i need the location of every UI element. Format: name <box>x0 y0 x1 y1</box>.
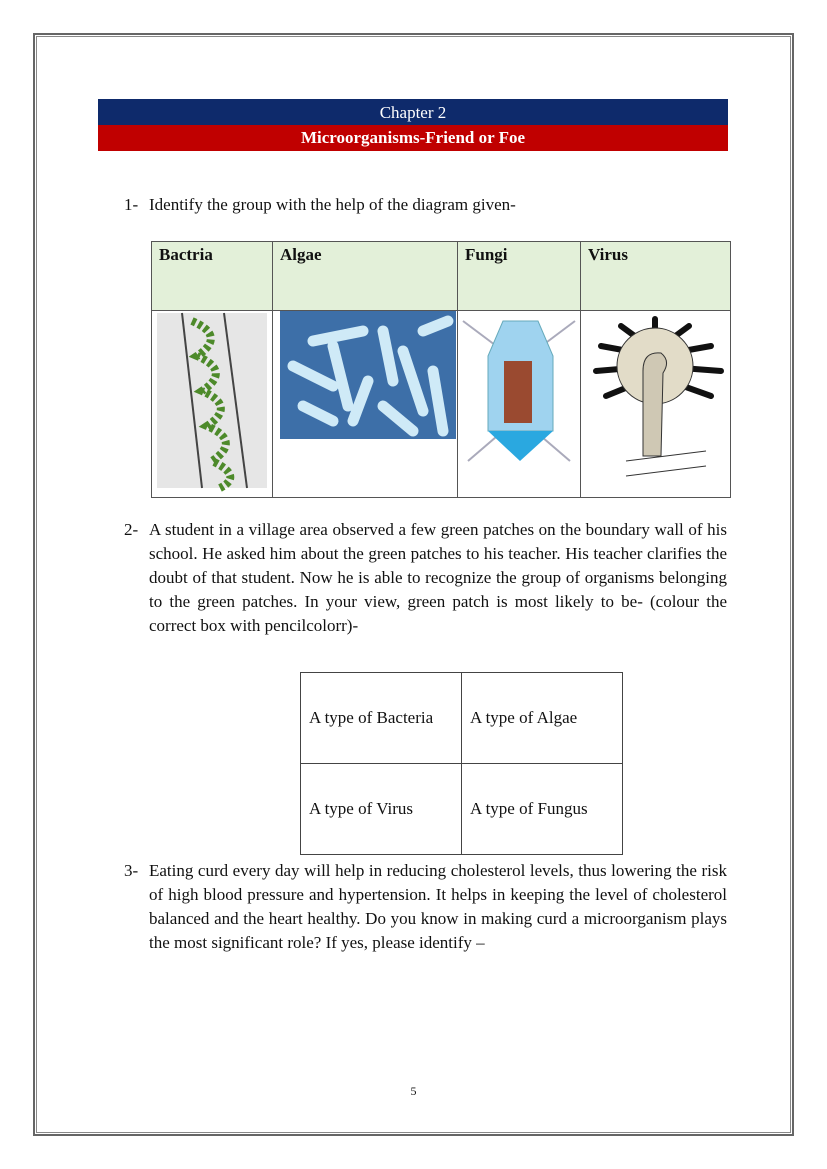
question-1 <box>124 193 727 217</box>
column-header: Bactria <box>152 242 273 311</box>
option-box-virus[interactable]: A type of Virus <box>301 764 462 855</box>
chapter-label: Chapter 2 <box>98 99 728 125</box>
page-number: 5 <box>410 1084 417 1098</box>
question-text: Eating curd every day will help in reducing cholesterol levels, thus lowering the risk of high blood pressure and hypertension. It helps in keeping the level of cholesterol balanced and the heart healthy. Do you know in making curd a microorganism plays the most significant role? If yes, please identify – <box>149 861 727 952</box>
option-box-algae[interactable]: A type of Algae <box>462 673 623 764</box>
option-box-bacteria[interactable]: A type of Bacteria <box>301 673 462 764</box>
column-header: Fungi <box>458 242 581 311</box>
virus-diagram-image <box>458 311 581 498</box>
spirogyra-image <box>152 311 273 498</box>
question-text: Identify the group with the help of the diagram given- <box>149 195 516 214</box>
question-text: A student in a village area observed a few green patches on the boundary wall of his school. He asked him about the green patches to his teacher. His teacher clarifies the doubt of that student. Now he is able to recognize the group of organisms belonging to the green patches. In your view, green patch is most likely to be- (colour the correct box with pencilcolorr)- <box>149 520 727 635</box>
column-header: Virus <box>581 242 731 311</box>
option-box-fungus[interactable]: A type of Fungus <box>462 764 623 855</box>
question-number: 2- <box>124 520 139 539</box>
chapter-title: Microorganisms-Friend or Foe <box>98 125 728 151</box>
fungus-diagram-image <box>581 311 731 498</box>
question-2 <box>124 518 727 638</box>
answer-options-table <box>300 672 623 855</box>
question-number: 3- <box>124 861 139 880</box>
bacteria-image <box>273 311 458 498</box>
organism-table <box>151 241 731 498</box>
column-header: Algae <box>273 242 458 311</box>
question-number: 1- <box>124 195 139 214</box>
question-3 <box>124 859 727 955</box>
